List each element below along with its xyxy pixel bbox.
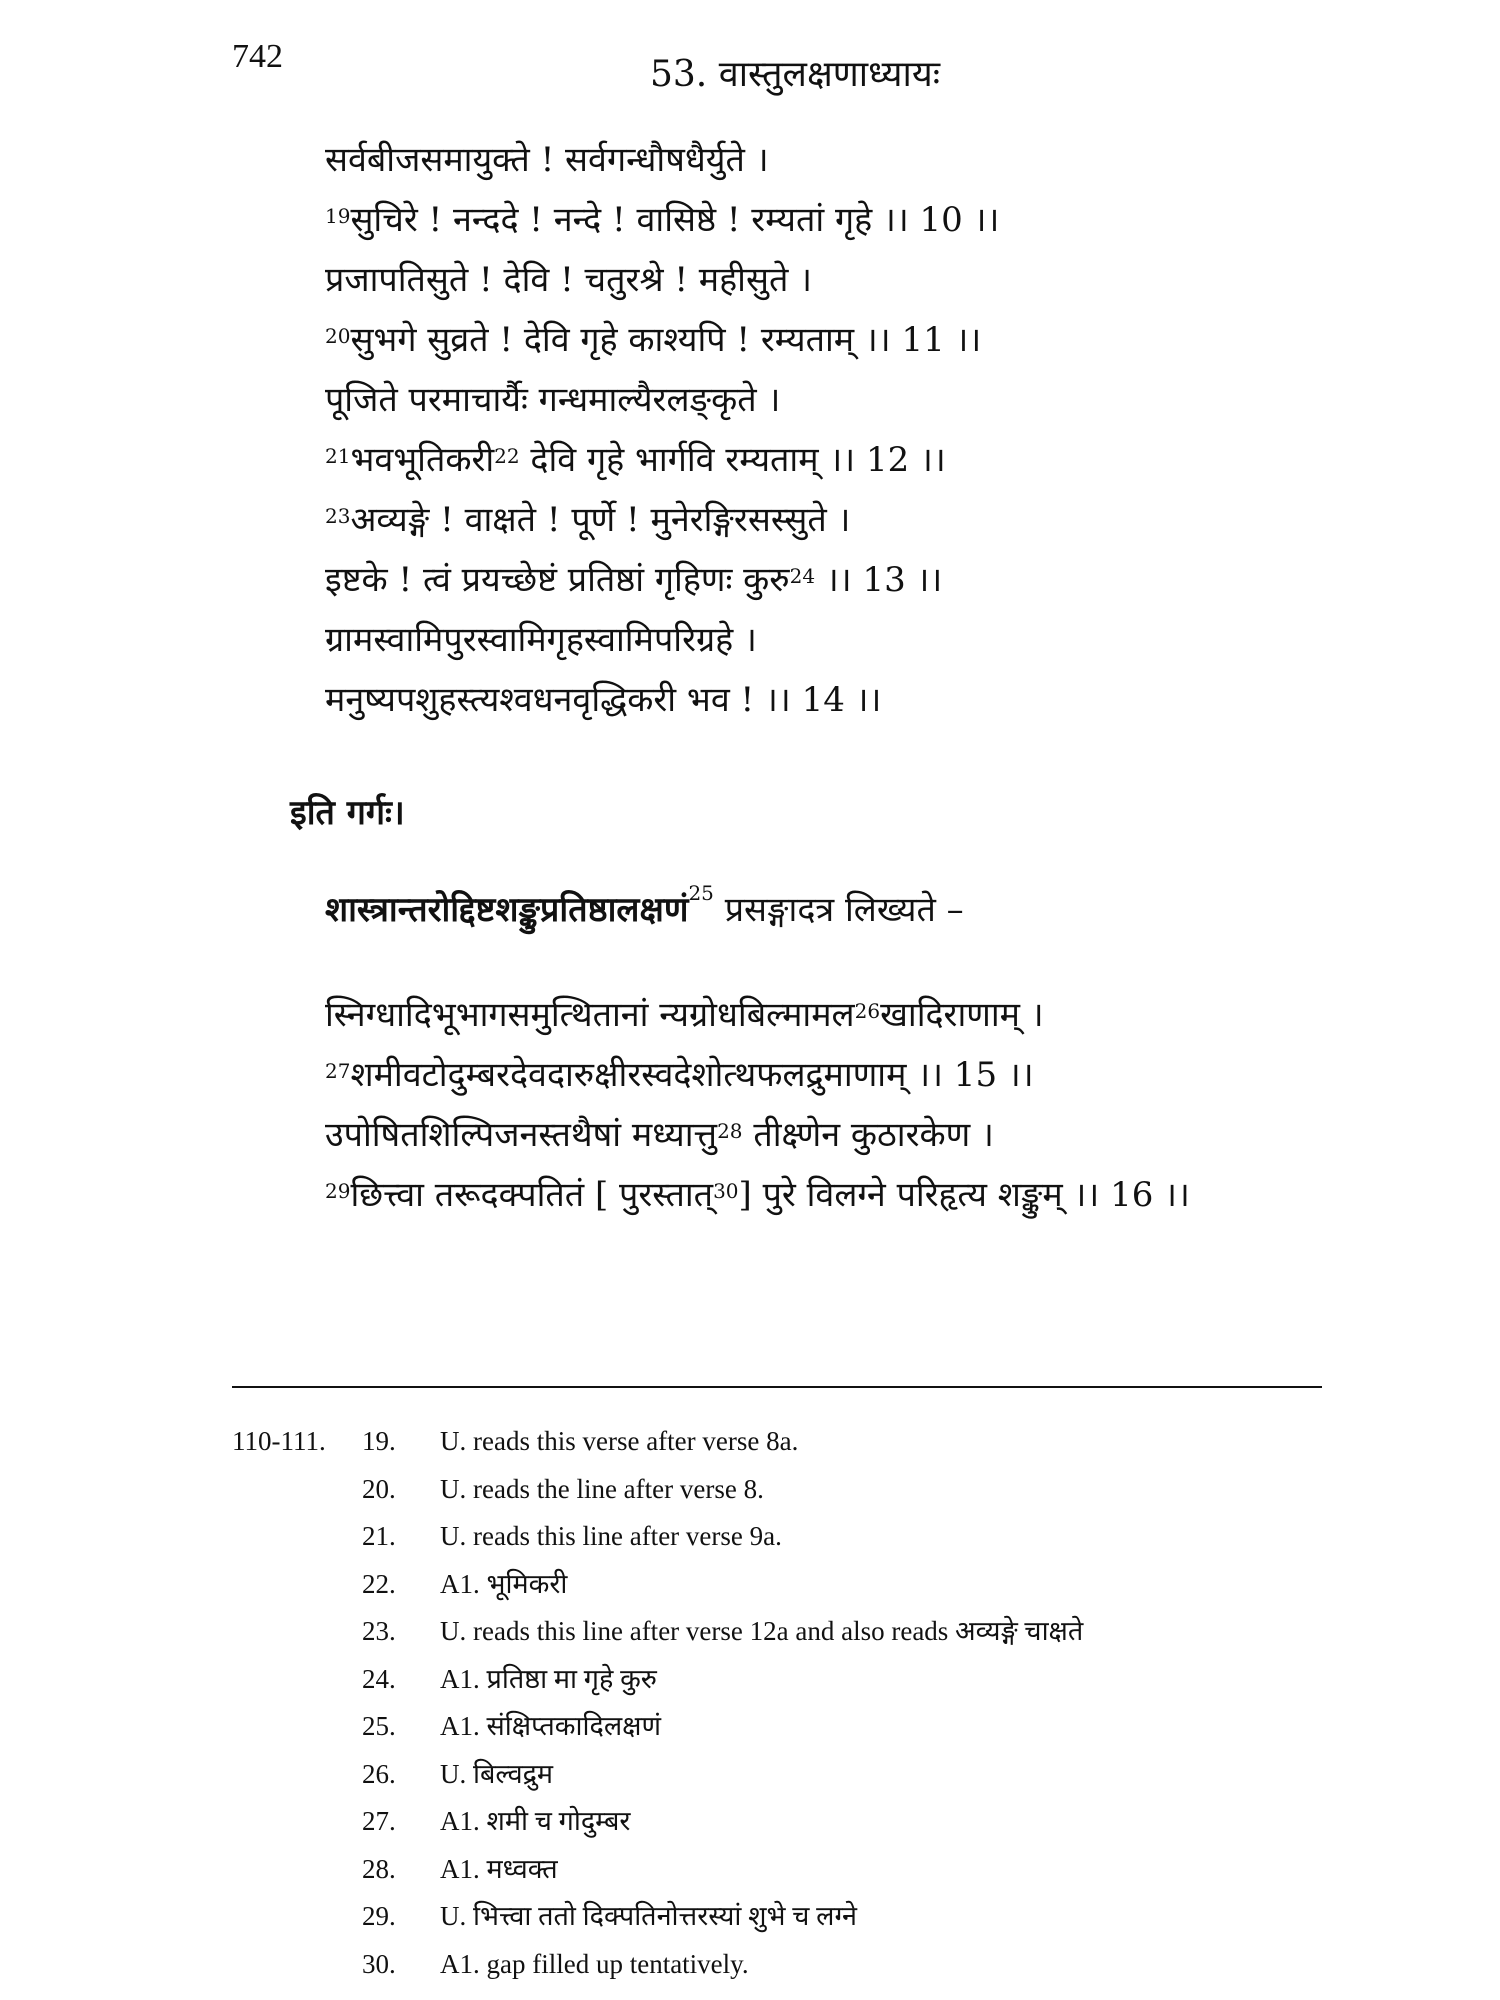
footnote-item <box>232 1703 1332 1751</box>
footnote-text: U. reads the line after verse 8. <box>440 1473 764 1504</box>
verse-line <box>325 1045 1425 1105</box>
verse-line <box>325 610 1425 670</box>
colophon: इति गर्गः। <box>290 793 405 833</box>
footnote-marker: 21 <box>325 444 351 468</box>
footnote-marker: 20 <box>325 324 351 348</box>
footnote-marker: 29 <box>325 1179 351 1203</box>
footnote-text: U. reads this verse after verse 8a. <box>440 1426 799 1456</box>
footnote-number: 24. <box>362 1663 396 1694</box>
verse-text: छित्त्वा तरूदक्पतितं [ पुरस्तात् <box>350 1175 714 1215</box>
footnote-item <box>232 1798 1332 1846</box>
footnote-marker: 19 <box>325 204 351 228</box>
verse-text: शमीवटोदुम्बरदेवदारुक्षीरस्वदेशोत्थफलद्रुमाणाम् ।। 15 ।। <box>350 1055 1034 1095</box>
footnote-item <box>232 1561 1332 1609</box>
verse-text: इष्टके ! त्वं प्रयच्छेष्टं प्रतिष्ठां गृहिणः कुरु <box>325 560 790 600</box>
verse-text: तीक्ष्णेन कुठारकेण । <box>742 1115 994 1155</box>
footnote-number: 28. <box>362 1853 396 1884</box>
footnote-range <box>232 1656 362 1704</box>
footnote-range <box>232 1466 362 1514</box>
prose-bold: शास्त्रान्तरोद्दिष्टशङ्कुप्रतिष्ठालक्षणं <box>325 890 689 930</box>
footnote-number: 23. <box>362 1616 396 1646</box>
footnote-text: U. reads this line after verse 9a. <box>440 1521 782 1551</box>
footnote-item <box>232 1608 1332 1656</box>
footnote-number: 22. <box>362 1568 396 1599</box>
footnote-marker: 30 <box>713 1179 739 1203</box>
verse-text: ग्रामस्वामिपुरस्वामिगृहस्वामिपरिग्रहे । <box>325 620 757 660</box>
verse-text: स्निग्धादिभूभागसमुत्थितानां न्यग्रोधबिल्मामल <box>325 995 855 1035</box>
verse-line <box>325 670 1425 730</box>
verse-text: ] पुरे विलग्ने परिहृत्य शङ्कुम् ।। 16 ।। <box>738 1175 1190 1215</box>
verse-text: प्रजापतिसुते ! देवि ! चतुरश्रे ! महीसुते । <box>325 260 813 300</box>
verse-line <box>325 1105 1425 1165</box>
footnote-range <box>232 1751 362 1799</box>
footnote-item <box>232 1513 1332 1561</box>
footnote-rule <box>232 1386 1322 1388</box>
verse-text: भवभूतिकरी <box>350 440 495 480</box>
verse-text: मनुष्यपशुहस्त्यश्वधनवृद्धिकरी भव ! ।। 14 ।। <box>325 680 882 720</box>
footnote-marker: 26 <box>854 999 881 1023</box>
footnote-number: 19. <box>362 1426 396 1456</box>
footnote-item <box>232 1846 1332 1894</box>
footnote-text: U. भित्त्वा ततो दिक्पतिनोत्तरस्यां शुभे च लग्ने <box>440 1901 858 1931</box>
verse-line <box>325 430 1425 490</box>
verse-line <box>325 310 1425 370</box>
footnote-marker: 28 <box>717 1119 743 1143</box>
footnote-item <box>232 1466 1332 1514</box>
verse-line <box>325 1165 1425 1225</box>
footnote-text: A1. मध्वक्त <box>440 1853 558 1884</box>
footnote-text: A1. भूमिकरी <box>440 1568 568 1599</box>
verse-line <box>325 250 1425 310</box>
footnote-item <box>232 1418 1332 1466</box>
footnote-range <box>232 1561 362 1609</box>
footnote-number: 21. <box>362 1521 396 1551</box>
verse-text: ।। 13 ।। <box>815 560 943 600</box>
verse-line <box>325 130 1425 190</box>
footnote-text: A1. प्रतिष्ठा मा गृहे कुरु <box>440 1663 657 1694</box>
verse-block-1 <box>325 130 1425 730</box>
verse-block-2 <box>325 985 1425 1225</box>
footnote-text: A1. gap filled up tentatively. <box>440 1948 749 1979</box>
footnote-number: 30. <box>362 1948 396 1979</box>
footnote-range <box>232 1513 362 1561</box>
verse-text: सर्वबीजसमायुक्ते ! सर्वगन्धौषधैर्युते । <box>325 140 769 180</box>
verse-text: पूजिते परमाचार्यैः गन्धमाल्यैरलङ्कृते । <box>325 380 781 420</box>
verse-text: खादिराणाम् । <box>880 995 1044 1035</box>
footnote-text: A1. शमी च गोदुम्बर <box>440 1806 631 1836</box>
footnote-range <box>232 1608 362 1656</box>
running-head: 53. वास्तुलक्षणाध्यायः <box>650 54 941 95</box>
footnote-number: 27. <box>362 1806 396 1836</box>
footnote-marker: 24 <box>789 564 816 588</box>
footnote-number: 20. <box>362 1473 396 1504</box>
footnote-marker: 25 <box>688 881 714 905</box>
footnote-range <box>232 1941 362 1989</box>
verse-text: अव्यङ्गे ! वाक्षते ! पूर्णे ! मुनेरङ्गिरसस्सुते । <box>350 500 851 540</box>
footnotes <box>232 1418 1332 1988</box>
verse-line <box>325 370 1425 430</box>
verse-text: सुभगे सुव्रते ! देवि गृहे काश्यपि ! रम्यताम् ।। 11 ।। <box>350 320 982 360</box>
footnote-range <box>232 1846 362 1894</box>
footnote-text: U. बिल्वद्रुम <box>440 1758 554 1789</box>
page-number: 742 <box>232 38 283 75</box>
footnote-range: 110-111. <box>232 1426 326 1456</box>
footnote-range <box>232 1703 362 1751</box>
footnote-marker: 23 <box>325 504 351 528</box>
footnote-range <box>232 1893 362 1941</box>
footnote-text: A1. संक्षिप्तकादिलक्षणं <box>440 1711 662 1741</box>
footnote-range <box>232 1798 362 1846</box>
footnote-number: 26. <box>362 1758 396 1789</box>
verse-text: सुचिरे ! नन्ददे ! नन्दे ! वासिष्ठे ! रम्यतां गृहे ।। 10 ।। <box>350 200 1000 240</box>
footnote-item <box>232 1751 1332 1799</box>
verse-text: देवि गृहे भार्गवि रम्यताम् ।। 12 ।। <box>519 440 946 480</box>
prose-line <box>325 881 964 931</box>
footnote-item <box>232 1941 1332 1989</box>
footnote-item <box>232 1656 1332 1704</box>
verse-line <box>325 490 1425 550</box>
footnote-number: 29. <box>362 1901 396 1931</box>
footnote-marker: 27 <box>325 1059 351 1083</box>
verse-line <box>325 190 1425 250</box>
verse-text: उपोषितशिल्पिजनस्तथैषां मध्यात्तु <box>325 1115 718 1155</box>
footnote-text: U. reads this line after verse 12a and also reads अव्यङ्गे चाक्षते <box>440 1616 1084 1646</box>
prose-rest: प्रसङ्गादत्र लिख्यते – <box>713 890 964 930</box>
footnote-marker: 22 <box>494 444 520 468</box>
verse-line <box>325 550 1425 610</box>
footnote-item <box>232 1893 1332 1941</box>
verse-line <box>325 985 1425 1045</box>
footnote-number: 25. <box>362 1711 396 1741</box>
